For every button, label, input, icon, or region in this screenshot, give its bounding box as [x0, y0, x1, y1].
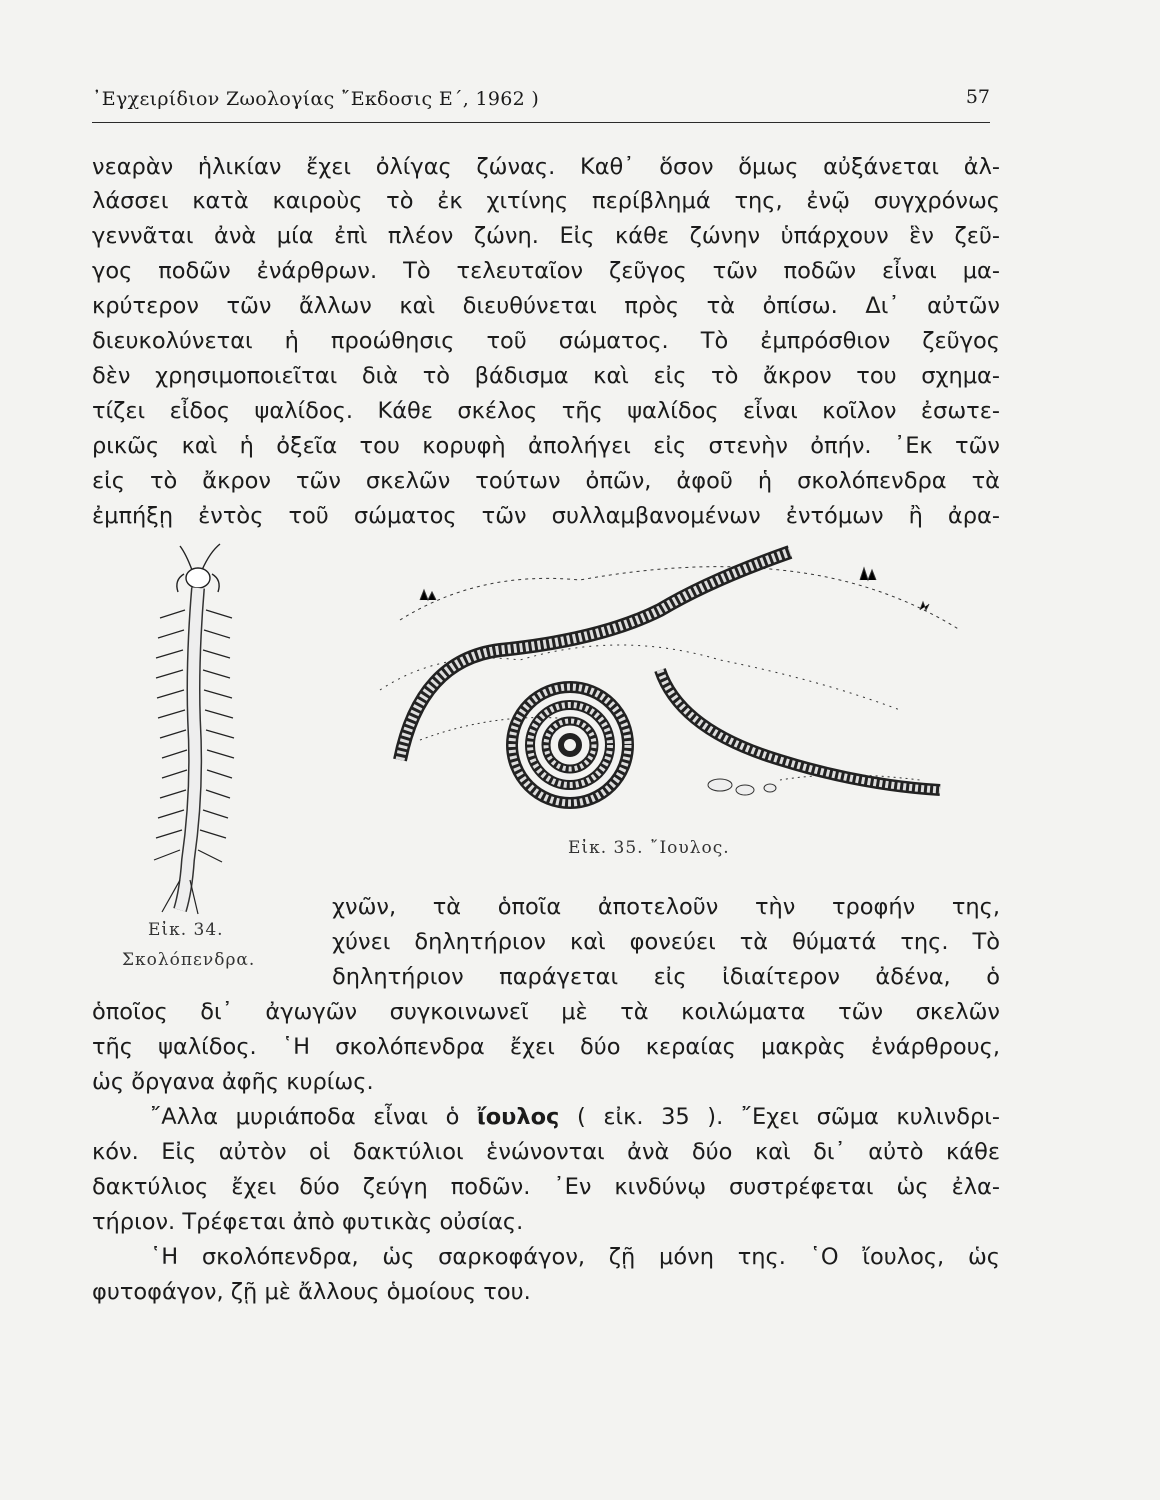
- text-line: λάσσει κατὰ καιροὺς τὸ ἐκ χιτίνης περίβλημά της, ἐνῷ συγχρόνως: [92, 188, 1000, 214]
- text-line: διευκολύνεται ἡ προώθησις τοῦ σώματος. Τὸ ἐμπρόσθιον ζεῦγος: [92, 328, 1000, 354]
- text-line: κόν. Εἰς αὐτὸν οἱ δακτύλιοι ἑνώνονται ἀνὰ δύο καὶ δι᾿ αὐτὸ κάθε: [92, 1139, 1000, 1165]
- text-line: χνῶν, τὰ ὁποῖα ἀποτελοῦν τὴν τροφήν της,: [332, 894, 1000, 920]
- text-line: ῾Η σκολόπενδρα, ὡς σαρκοφάγον, ζῇ μόνη της. ῾Ο ἴουλος, ὡς: [150, 1244, 1000, 1270]
- text-line: εἰς τὸ ἄκρον τῶν σκελῶν τούτων ὀπῶν, ἀφοῦ ἡ σκολόπενδρα τὰ: [92, 468, 1000, 494]
- text-line: τῆς ψαλίδος. ῾Η σκολόπενδρα ἔχει δύο κεραίας μακρὰς ἐνάρθρους,: [92, 1034, 1000, 1060]
- text-segment: ( εἰκ. 35 ). ῎Εχει σῶμα κυλινδρι-: [559, 1104, 1000, 1130]
- text-line: ἐμπήξῃ ἐντὸς τοῦ σώματος τῶν συλλαμβανομένων ἐντόμων ἢ ἀρα-: [92, 503, 1000, 529]
- text-line: ὁποῖος δι᾿ ἀγωγῶν συγκοινωνεῖ μὲ τὰ κοιλώματα τῶν σκελῶν: [92, 999, 1000, 1025]
- figure-34-caption-number: Εἰκ. 34.: [148, 920, 224, 940]
- figure-35-caption: Εἰκ. 35. ῎Ιουλος.: [568, 838, 730, 858]
- text-line: κρύτερον τῶν ἄλλων καὶ διευθύνεται πρὸς τὰ ὀπίσω. Δι᾿ αὐτῶν: [92, 293, 1000, 319]
- text-line: δηλητήριον παράγεται εἰς ἰδιαίτερον ἀδένα, ὁ: [332, 964, 1000, 990]
- millipede-illustration: [360, 540, 1000, 830]
- header-title: ᾿Εγχειρίδιον Ζωολογίας ῎Εκδοσις Ε΄, 1962 ): [92, 88, 540, 110]
- text-line: ρικῶς καὶ ἡ ὀξεῖα του κορυφὴ ἀπολήγει εἰς στενὴν ὀπήν. ᾿Εκ τῶν: [92, 433, 1000, 459]
- text-segment: ῎Αλλα μυριάποδα εἶναι ὁ: [150, 1104, 477, 1130]
- text-line-with-term: [150, 1100, 1000, 1134]
- text-line: γεννᾶται ἀνὰ μία ἐπὶ πλέον ζώνη. Εἰς κάθε ζώνην ὑπάρχουν ἓν ζεῦ-: [92, 223, 1000, 249]
- text-line: δακτύλιος ἔχει δύο ζεύγη ποδῶν. ᾿Εν κινδύνῳ συστρέφεται ὡς ἐλα-: [92, 1174, 1000, 1200]
- centipede-illustration: [140, 540, 250, 920]
- text-line: χύνει δηλητήριον καὶ φονεύει τὰ θύματά της. Τὸ: [332, 929, 1000, 955]
- text-line: τήριον. Τρέφεται ἀπὸ φυτικὰς οὐσίας.: [92, 1209, 524, 1235]
- text-line: τίζει εἶδος ψαλίδος. Κάθε σκέλος τῆς ψαλίδος εἶναι κοῖλον ἐσωτε-: [92, 398, 1000, 424]
- running-header: [92, 78, 990, 123]
- text-line: ὡς ὄργανα ἀφῆς κυρίως.: [92, 1069, 374, 1095]
- page-number: 57: [965, 86, 990, 108]
- term-iulus: ἴουλος: [476, 1104, 560, 1130]
- text-line: νεαρὰν ἡλικίαν ἔχει ὀλίγας ζώνας. Καθ᾿ ὅσον ὅμως αὐξάνεται ἀλ-: [92, 154, 1000, 180]
- text-line: δὲν χρησιμοποιεῖται διὰ τὸ βάδισμα καὶ εἰς τὸ ἄκρον του σχημα-: [92, 363, 1000, 389]
- text-line: φυτοφάγον, ζῇ μὲ ἄλλους ὁμοίους του.: [92, 1279, 531, 1305]
- text-line: γος ποδῶν ἐνάρθρων. Τὸ τελευταῖον ζεῦγος τῶν ποδῶν εἶναι μα-: [92, 258, 1000, 284]
- figure-34-caption-label: Σκολόπενδρα.: [122, 950, 256, 970]
